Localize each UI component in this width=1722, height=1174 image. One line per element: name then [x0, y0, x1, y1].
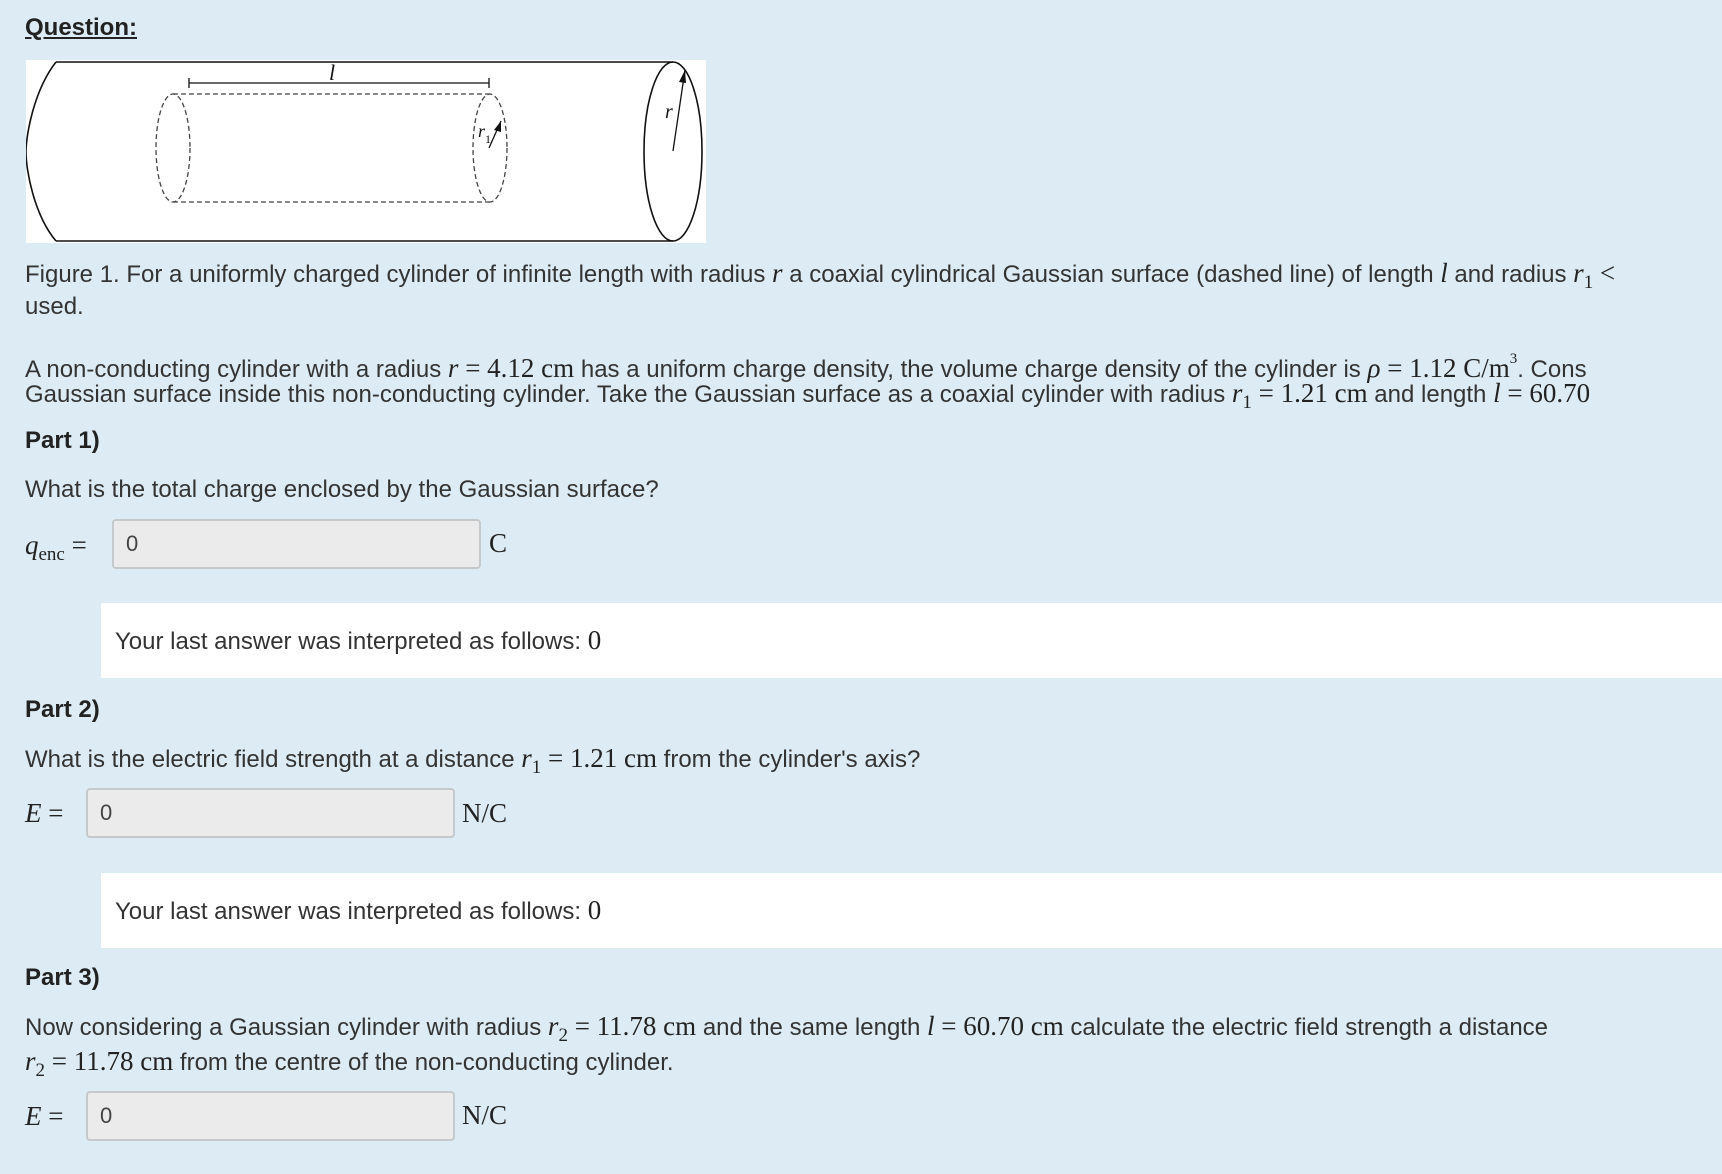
part3-variable: E =: [25, 1101, 64, 1131]
part1-feedback-value: 0: [587, 625, 602, 655]
part1-unit: C: [489, 528, 508, 558]
length-label: l: [329, 60, 336, 85]
part2-feedback-text: Your last answer was interpreted as follows:: [115, 898, 582, 925]
part2-variable: E =: [25, 798, 64, 828]
inner-radius-label-sub: 1: [485, 132, 491, 146]
part3-question-line2: $r_2 = 11.78$ cm from the centre of the non-conducting cylinder.: [25, 1046, 674, 1081]
part2-unit: N/C: [462, 798, 508, 828]
question-title: Question:: [25, 14, 137, 41]
caption-text-2: a coaxial cylindrical Gaussian surface (dashed line) of length: [789, 261, 1434, 288]
caption-l: l: [1440, 258, 1448, 288]
caption-r: r: [772, 258, 783, 288]
part2-feedback: [101, 873, 1722, 948]
caption-lt: <: [1599, 258, 1616, 288]
part1-feedback: [101, 603, 1722, 678]
part2-answer-input[interactable]: 0: [86, 788, 455, 838]
outer-left-end: [26, 62, 56, 241]
caption-text-3: and radius: [1454, 261, 1567, 288]
outer-radius-label: r: [665, 101, 673, 123]
figure-caption: Figure 1. For a uniformly charged cylinder of infinite length with radius r a coaxial cylindrical Gaussian surface (dashed line) of length l and radius $r_1$ <: [25, 258, 1616, 293]
inner-radius-label: r: [478, 121, 486, 141]
part1-variable: $q_{enc}$ =: [25, 530, 87, 565]
caption-text-1: Figure 1. For a uniformly charged cylinder of infinite length with radius: [25, 261, 766, 288]
gaussian-left-end: [156, 94, 190, 202]
intro-line-1: A non-conducting cylinder with a radius r = 4.12 cm has a uniform charge density, the volume charge density of the cylinder is ρ = 1.12 $C/m^3$. Cons: [25, 351, 1587, 383]
figure-caption-line2: used.: [25, 293, 84, 320]
part1-feedback-text: Your last answer was interpreted as follows:: [115, 628, 582, 655]
caption-r1: r: [1573, 258, 1584, 288]
part3-answer-input[interactable]: 0: [86, 1091, 455, 1141]
intro-line-2: Gaussian surface inside this non-conducting cylinder. Take the Gaussian surface as a coaxial cylinder with radius $r_1 = 1.21$ cm and length l = 60.70: [25, 378, 1591, 413]
part2-question: What is the electric field strength at a distance $r_1 = 1.21$ cm from the cylinder's axis?: [25, 743, 921, 778]
part2-feedback-value: 0: [587, 895, 602, 925]
part1-heading: Part 1): [25, 427, 100, 454]
part1-answer-input[interactable]: 0: [112, 519, 481, 569]
cylinder-figure: [26, 60, 706, 243]
part3-heading: Part 3): [25, 964, 100, 991]
outer-right-end: [644, 62, 702, 241]
gaussian-right-end: [473, 94, 507, 202]
part2-heading: Part 2): [25, 696, 100, 723]
part1-question: What is the total charge enclosed by the Gaussian surface?: [25, 476, 659, 503]
part3-unit: N/C: [462, 1100, 508, 1130]
part3-question-line1: Now considering a Gaussian cylinder with radius $r_2 = 11.78$ cm and the same length l = 60.70 cm calculate the electric field strength a distance: [25, 1011, 1549, 1046]
cylinder-diagram: [26, 60, 706, 243]
